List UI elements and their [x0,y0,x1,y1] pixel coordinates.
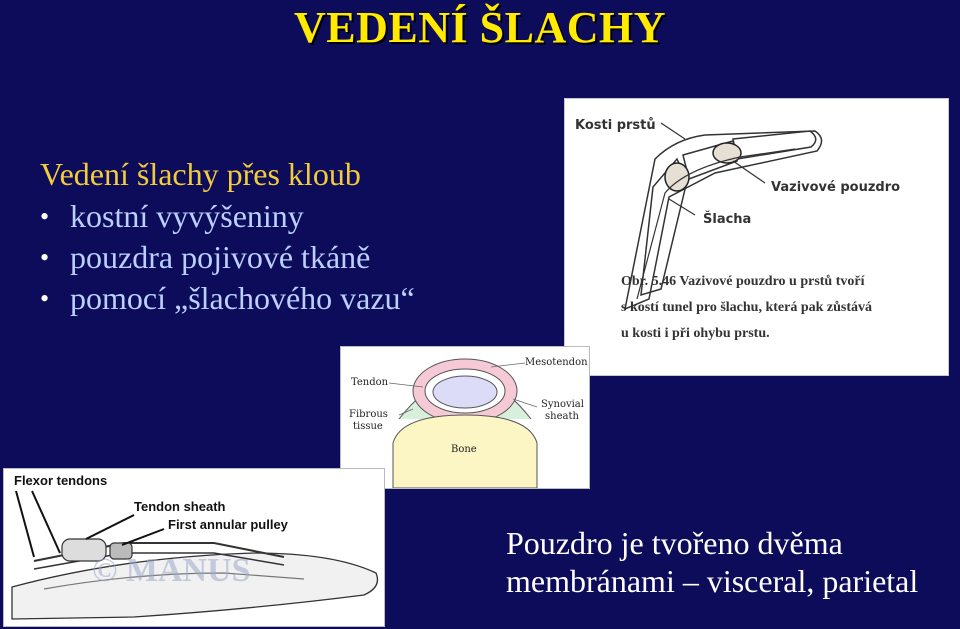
subheading: Vedení šlachy přes kloub [40,156,361,192]
label-synovial: sheath [545,411,579,422]
bullet-item [40,278,415,319]
label-fibrous: Fibrous [349,409,388,420]
bullet-icon: • [40,284,50,313]
distal-phalanx [733,131,816,159]
watermark: © MANUS [92,552,251,589]
sheath-note [506,524,918,600]
label-mesotendon: Mesotendon [525,357,588,368]
leader-line [32,491,60,553]
caption-line: s kostí tunel pro šlachu, která pak zůstává [621,300,873,315]
flexor-tendons-figure [3,468,385,627]
label-flexor-tendons: Flexor tendons [14,473,108,488]
label-tendon-sheath: Tendon sheath [134,499,226,514]
label-capsule: Vazivové pouzdro [771,180,901,195]
caption-line: Obr. 5.46 Vazivové pouzdro u prstů tvoří [621,274,865,289]
caption-line: u kosti i při ohybu prstu. [621,326,770,341]
label-bone: Bone [451,444,477,455]
slide-title: VEDENÍ ŠLACHY [293,3,666,52]
bullet-icon: • [40,202,50,231]
finger-capsule-figure [564,98,949,376]
label-tendon: Šlacha [703,212,752,227]
bullet-text: kostní vyvýšeniny [70,198,304,234]
leader-line [86,515,134,539]
label-bones: Kosti prstů [575,118,656,133]
bullet-icon: • [40,243,50,272]
bullet-text: pouzdra pojivové tkáně [70,239,371,275]
bullet-item [40,196,415,237]
tendon-sheath-drawing [341,347,589,488]
label-synovial: Synovial [541,399,584,410]
tendon-core [433,376,497,408]
finger-capsule-drawing [565,99,948,375]
leader-line [16,491,34,557]
label-annular-pulley: First annular pulley [168,517,288,532]
leader-line [661,123,685,139]
label-fibrous: tissue [353,421,383,432]
sheath-note-line: membránami – visceral, parietal [506,563,919,599]
bullet-text: pomocí „šlachového vazu“ [70,280,415,316]
sheath-note-line: Pouzdro je tvořeno dvěma [506,525,843,561]
label-tendon: Tendon [351,377,389,388]
bullet-item [40,237,415,278]
leader-line [733,161,765,183]
bullet-list [40,196,415,319]
flexor-tendons-drawing [4,469,384,626]
